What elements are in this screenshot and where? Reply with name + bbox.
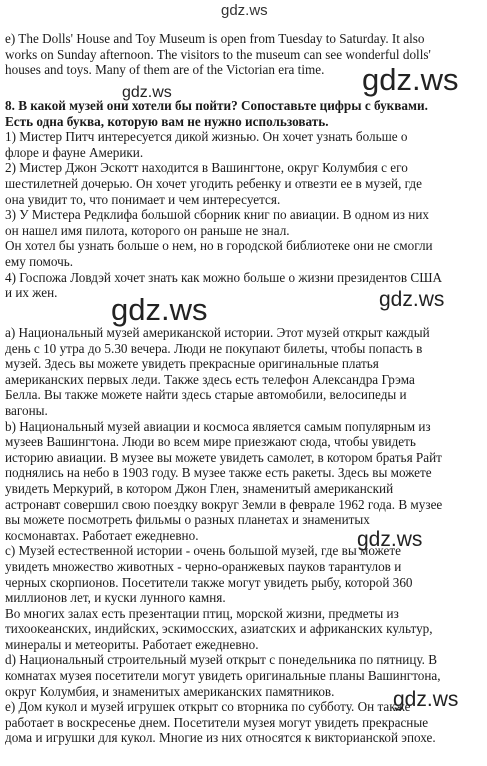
task-heading: 8. В какой музей они хотели бы пойти? Сопоставьте цифры с буквами. xyxy=(5,98,428,113)
watermark-top: gdz.ws xyxy=(221,2,268,19)
watermark-6: gdz.ws xyxy=(393,688,459,711)
museum-line: увидеть Меркурий, в котором Джон Глен, знаменитый американский xyxy=(5,480,394,496)
museum-line: поднялись на небо в 1903 году. В музее также есть ракеты. Здесь вы можете xyxy=(5,465,432,481)
watermark-2: gdz.ws xyxy=(122,84,172,101)
task-item: Он хотел бы узнать больше о нем, но в городской библиотеке они не смогли xyxy=(5,238,433,254)
intro-line: e) The Dolls' House and Toy Museum is open from Tuesday to Saturday. It also xyxy=(5,31,425,46)
museum-line: дома и игрушки для кукол. Многие из них относятся к викторианской эпохе. xyxy=(5,730,436,746)
museum-line: историю авиации. В музее вы можете увидеть самолет, в котором братья Райт xyxy=(5,449,442,465)
watermark-4: gdz.ws xyxy=(379,288,445,311)
watermark-5: gdz.ws xyxy=(357,528,423,551)
museum-line: Во многих залах есть презентации птиц, морской жизни, предметы из xyxy=(5,605,399,621)
museum-line: миллионов лет, и куски лунного камня. xyxy=(5,590,226,606)
museum-line: е) Дом кукол и музей игрушек открыт со вторника по субботу. Он также xyxy=(5,699,411,715)
task-item: флоре и фауне Америки. xyxy=(5,144,144,160)
museum-line: черных скорпионов. Посетители также могут увидеть рыбу, которой 360 xyxy=(5,574,413,590)
museum-line: астронавт совершил свою поездку вокруг Земли в феврале 1962 года. В музее xyxy=(5,496,443,512)
intro-line: works on Sunday afternoon. The visitors to the museum can see wonderful dolls' xyxy=(5,46,431,62)
task-item: 4) Госпожа Ловдэй хочет знать как можно больше о жизни президентов США xyxy=(5,269,443,285)
intro-line: houses and toys. Many of them are of the Victorian era time. xyxy=(5,62,325,78)
museum-line: вы можете посмотреть фильмы о разных планетах и знаменитых xyxy=(5,512,370,528)
museum-line: день с 10 утра до 5.30 вечера. Люди не покупают билеты, чтобы попасть в xyxy=(5,340,423,356)
watermark-3: gdz.ws xyxy=(111,292,208,327)
task-heading: Есть одна буква, которую вам не нужно использовать. xyxy=(5,113,329,129)
museum-line: округ Колумбия, и знаменитых американских памятников. xyxy=(5,683,335,699)
museum-line: минералы и метеориты. Работает ежедневно. xyxy=(5,636,259,652)
museum-line: c) Музей естественной истории - очень большой музей, где вы можете xyxy=(5,543,401,559)
task-item: и их жен. xyxy=(5,285,58,301)
task-block xyxy=(5,98,481,301)
museum-line: увидеть множество животных - черно-оранжевых пауков тарантулов и xyxy=(5,558,402,574)
museum-line: тихоокеанских, индийских, эскимосских, азиатских и африканских культур, xyxy=(5,621,433,637)
museum-line: комнатах музея посетители могут увидеть оригинальные планы Вашингтона, xyxy=(5,668,441,684)
museum-line: вагоны. xyxy=(5,402,48,418)
task-item: он нашел имя пилота, которого он раньше не знал. xyxy=(5,222,290,238)
task-item: 2) Мистер Джон Эскотт находится в Вашингтоне, округ Колумбия с его xyxy=(5,160,408,176)
museum-line: d) Национальный строительный музей открыт с понедельника по пятницу. В xyxy=(5,652,438,668)
museum-line: работает в воскресенье днем. Посетители музея могут увидеть прекрасные xyxy=(5,714,429,730)
page xyxy=(5,0,483,766)
task-item: она увидит то, что понимает и чем интересуется. xyxy=(5,191,281,207)
museum-line: музеев Вашингтона. Люди во всем мире приезжают сюда, чтобы увидеть xyxy=(5,434,416,450)
task-item: 1) Мистер Питч интересуется дикой жизнью. Он хочет узнать больше о xyxy=(5,129,408,145)
museum-line: а) Национальный музей американской истории. Этот музей открыт каждый xyxy=(5,325,430,340)
museum-line: американских первых леди. Также здесь есть телефон Александра Грэма xyxy=(5,371,415,387)
museum-line: музей. Здесь вы можете увидеть прекрасные оригинальные платья xyxy=(5,356,379,372)
museum-line: космонавтах. Работает ежедневно. xyxy=(5,527,199,543)
task-item: 3) У Мистера Редклифа большой сборник книг по авиации. В одном из них xyxy=(5,207,430,223)
museum-line: b) Национальный музей авиации и космоса является самым популярным из xyxy=(5,418,431,434)
task-item: ему помочь. xyxy=(5,253,74,269)
museum-line: Белла. Вы также можете найти здесь старые автомобили, велосипеды и xyxy=(5,387,407,403)
watermark-1: gdz.ws xyxy=(362,62,459,97)
task-item: шестилетней дочерью. Он хочет угодить ребенку и отвезти ее в музей, где xyxy=(5,175,422,191)
